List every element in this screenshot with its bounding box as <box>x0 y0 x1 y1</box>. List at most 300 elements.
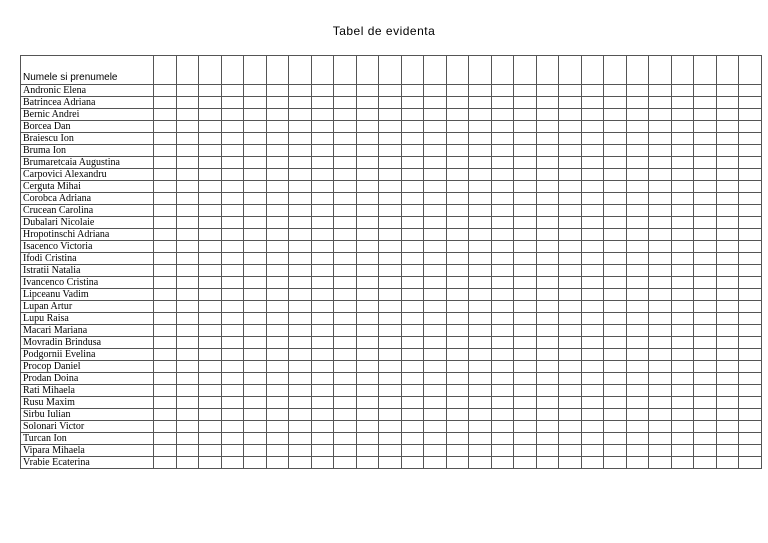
attendance-cell[interactable] <box>289 349 312 361</box>
attendance-cell[interactable] <box>356 445 379 457</box>
attendance-cell[interactable] <box>244 349 267 361</box>
attendance-cell[interactable] <box>334 241 357 253</box>
attendance-cell[interactable] <box>154 445 177 457</box>
attendance-cell[interactable] <box>199 217 222 229</box>
attendance-cell[interactable] <box>356 97 379 109</box>
attendance-cell[interactable] <box>176 385 199 397</box>
attendance-cell[interactable] <box>581 145 604 157</box>
attendance-cell[interactable] <box>559 289 582 301</box>
attendance-cell[interactable] <box>739 133 762 145</box>
attendance-cell[interactable] <box>334 205 357 217</box>
attendance-cell[interactable] <box>581 325 604 337</box>
attendance-cell[interactable] <box>289 409 312 421</box>
attendance-cell[interactable] <box>401 97 424 109</box>
attendance-cell[interactable] <box>649 241 672 253</box>
attendance-cell[interactable] <box>491 325 514 337</box>
attendance-cell[interactable] <box>694 109 717 121</box>
attendance-cell[interactable] <box>379 385 402 397</box>
attendance-cell[interactable] <box>334 97 357 109</box>
attendance-cell[interactable] <box>536 265 559 277</box>
attendance-cell[interactable] <box>446 169 469 181</box>
attendance-cell[interactable] <box>491 241 514 253</box>
attendance-cell[interactable] <box>266 289 289 301</box>
attendance-cell[interactable] <box>244 277 267 289</box>
attendance-cell[interactable] <box>739 361 762 373</box>
attendance-cell[interactable] <box>356 121 379 133</box>
attendance-cell[interactable] <box>671 97 694 109</box>
attendance-cell[interactable] <box>311 277 334 289</box>
attendance-cell[interactable] <box>626 121 649 133</box>
attendance-cell[interactable] <box>536 325 559 337</box>
attendance-cell[interactable] <box>446 457 469 469</box>
attendance-cell[interactable] <box>311 409 334 421</box>
attendance-cell[interactable] <box>581 241 604 253</box>
attendance-cell[interactable] <box>424 457 447 469</box>
attendance-cell[interactable] <box>649 337 672 349</box>
attendance-cell[interactable] <box>311 193 334 205</box>
attendance-cell[interactable] <box>379 361 402 373</box>
attendance-cell[interactable] <box>221 253 244 265</box>
attendance-cell[interactable] <box>356 205 379 217</box>
attendance-cell[interactable] <box>694 277 717 289</box>
attendance-cell[interactable] <box>626 97 649 109</box>
attendance-cell[interactable] <box>446 205 469 217</box>
attendance-cell[interactable] <box>221 421 244 433</box>
attendance-cell[interactable] <box>626 325 649 337</box>
attendance-cell[interactable] <box>266 277 289 289</box>
attendance-cell[interactable] <box>356 109 379 121</box>
attendance-cell[interactable] <box>694 97 717 109</box>
attendance-cell[interactable] <box>626 397 649 409</box>
attendance-cell[interactable] <box>649 301 672 313</box>
attendance-cell[interactable] <box>559 301 582 313</box>
attendance-cell[interactable] <box>266 169 289 181</box>
attendance-cell[interactable] <box>739 253 762 265</box>
attendance-cell[interactable] <box>176 397 199 409</box>
attendance-cell[interactable] <box>716 85 739 97</box>
attendance-cell[interactable] <box>244 205 267 217</box>
attendance-cell[interactable] <box>424 133 447 145</box>
attendance-cell[interactable] <box>626 409 649 421</box>
attendance-cell[interactable] <box>424 277 447 289</box>
attendance-cell[interactable] <box>244 241 267 253</box>
attendance-cell[interactable] <box>356 349 379 361</box>
attendance-cell[interactable] <box>334 301 357 313</box>
attendance-cell[interactable] <box>446 409 469 421</box>
attendance-cell[interactable] <box>559 217 582 229</box>
attendance-cell[interactable] <box>379 397 402 409</box>
attendance-cell[interactable] <box>221 229 244 241</box>
attendance-cell[interactable] <box>199 97 222 109</box>
attendance-cell[interactable] <box>154 301 177 313</box>
attendance-cell[interactable] <box>649 361 672 373</box>
attendance-cell[interactable] <box>244 313 267 325</box>
attendance-cell[interactable] <box>289 457 312 469</box>
attendance-cell[interactable] <box>626 373 649 385</box>
attendance-cell[interactable] <box>446 265 469 277</box>
attendance-cell[interactable] <box>176 85 199 97</box>
attendance-cell[interactable] <box>559 85 582 97</box>
attendance-cell[interactable] <box>716 205 739 217</box>
attendance-cell[interactable] <box>559 265 582 277</box>
attendance-cell[interactable] <box>199 445 222 457</box>
attendance-cell[interactable] <box>289 385 312 397</box>
attendance-cell[interactable] <box>379 133 402 145</box>
attendance-cell[interactable] <box>401 253 424 265</box>
attendance-cell[interactable] <box>154 133 177 145</box>
attendance-cell[interactable] <box>739 157 762 169</box>
attendance-cell[interactable] <box>581 265 604 277</box>
attendance-cell[interactable] <box>244 409 267 421</box>
attendance-cell[interactable] <box>649 397 672 409</box>
attendance-cell[interactable] <box>671 421 694 433</box>
attendance-cell[interactable] <box>311 85 334 97</box>
attendance-cell[interactable] <box>581 349 604 361</box>
attendance-cell[interactable] <box>604 385 627 397</box>
attendance-cell[interactable] <box>356 169 379 181</box>
attendance-cell[interactable] <box>379 145 402 157</box>
attendance-cell[interactable] <box>379 181 402 193</box>
attendance-cell[interactable] <box>266 193 289 205</box>
attendance-cell[interactable] <box>154 181 177 193</box>
attendance-cell[interactable] <box>491 289 514 301</box>
attendance-cell[interactable] <box>491 145 514 157</box>
attendance-cell[interactable] <box>424 241 447 253</box>
attendance-cell[interactable] <box>671 301 694 313</box>
attendance-cell[interactable] <box>604 265 627 277</box>
attendance-cell[interactable] <box>176 205 199 217</box>
attendance-cell[interactable] <box>536 253 559 265</box>
attendance-cell[interactable] <box>694 193 717 205</box>
attendance-cell[interactable] <box>244 301 267 313</box>
attendance-cell[interactable] <box>154 289 177 301</box>
attendance-cell[interactable] <box>694 253 717 265</box>
attendance-cell[interactable] <box>446 445 469 457</box>
attendance-cell[interactable] <box>716 229 739 241</box>
attendance-cell[interactable] <box>559 133 582 145</box>
attendance-cell[interactable] <box>604 145 627 157</box>
attendance-cell[interactable] <box>739 145 762 157</box>
attendance-cell[interactable] <box>469 193 492 205</box>
attendance-cell[interactable] <box>176 169 199 181</box>
attendance-cell[interactable] <box>491 217 514 229</box>
attendance-cell[interactable] <box>469 325 492 337</box>
attendance-cell[interactable] <box>311 445 334 457</box>
attendance-cell[interactable] <box>244 253 267 265</box>
attendance-cell[interactable] <box>716 397 739 409</box>
attendance-cell[interactable] <box>154 361 177 373</box>
attendance-cell[interactable] <box>469 85 492 97</box>
attendance-cell[interactable] <box>154 397 177 409</box>
attendance-cell[interactable] <box>694 421 717 433</box>
attendance-cell[interactable] <box>626 217 649 229</box>
attendance-cell[interactable] <box>716 433 739 445</box>
attendance-cell[interactable] <box>739 205 762 217</box>
attendance-cell[interactable] <box>244 97 267 109</box>
attendance-cell[interactable] <box>626 301 649 313</box>
attendance-cell[interactable] <box>311 289 334 301</box>
attendance-cell[interactable] <box>424 181 447 193</box>
attendance-cell[interactable] <box>334 253 357 265</box>
attendance-cell[interactable] <box>311 301 334 313</box>
attendance-cell[interactable] <box>514 241 537 253</box>
attendance-cell[interactable] <box>694 457 717 469</box>
attendance-cell[interactable] <box>289 109 312 121</box>
attendance-cell[interactable] <box>266 361 289 373</box>
attendance-cell[interactable] <box>356 373 379 385</box>
attendance-cell[interactable] <box>649 277 672 289</box>
attendance-cell[interactable] <box>514 325 537 337</box>
attendance-cell[interactable] <box>221 325 244 337</box>
attendance-cell[interactable] <box>176 157 199 169</box>
attendance-cell[interactable] <box>739 289 762 301</box>
attendance-cell[interactable] <box>671 337 694 349</box>
attendance-cell[interactable] <box>671 325 694 337</box>
attendance-cell[interactable] <box>491 121 514 133</box>
attendance-cell[interactable] <box>514 265 537 277</box>
attendance-cell[interactable] <box>649 253 672 265</box>
attendance-cell[interactable] <box>581 277 604 289</box>
attendance-cell[interactable] <box>334 313 357 325</box>
attendance-cell[interactable] <box>604 133 627 145</box>
attendance-cell[interactable] <box>604 97 627 109</box>
attendance-cell[interactable] <box>469 445 492 457</box>
attendance-cell[interactable] <box>221 205 244 217</box>
attendance-cell[interactable] <box>739 217 762 229</box>
attendance-cell[interactable] <box>649 205 672 217</box>
attendance-cell[interactable] <box>199 457 222 469</box>
attendance-cell[interactable] <box>244 325 267 337</box>
attendance-cell[interactable] <box>581 121 604 133</box>
attendance-cell[interactable] <box>491 205 514 217</box>
attendance-cell[interactable] <box>199 277 222 289</box>
attendance-cell[interactable] <box>221 85 244 97</box>
attendance-cell[interactable] <box>311 397 334 409</box>
attendance-cell[interactable] <box>266 145 289 157</box>
attendance-cell[interactable] <box>514 181 537 193</box>
attendance-cell[interactable] <box>401 109 424 121</box>
attendance-cell[interactable] <box>199 157 222 169</box>
attendance-cell[interactable] <box>694 121 717 133</box>
attendance-cell[interactable] <box>289 265 312 277</box>
attendance-cell[interactable] <box>716 241 739 253</box>
attendance-cell[interactable] <box>514 121 537 133</box>
attendance-cell[interactable] <box>671 157 694 169</box>
attendance-cell[interactable] <box>311 145 334 157</box>
attendance-cell[interactable] <box>581 289 604 301</box>
attendance-cell[interactable] <box>491 85 514 97</box>
attendance-cell[interactable] <box>379 193 402 205</box>
attendance-cell[interactable] <box>334 217 357 229</box>
attendance-cell[interactable] <box>401 85 424 97</box>
attendance-cell[interactable] <box>311 217 334 229</box>
attendance-cell[interactable] <box>154 277 177 289</box>
attendance-cell[interactable] <box>491 181 514 193</box>
attendance-cell[interactable] <box>694 373 717 385</box>
attendance-cell[interactable] <box>581 409 604 421</box>
attendance-cell[interactable] <box>514 253 537 265</box>
attendance-cell[interactable] <box>221 289 244 301</box>
attendance-cell[interactable] <box>626 241 649 253</box>
attendance-cell[interactable] <box>446 217 469 229</box>
attendance-cell[interactable] <box>536 97 559 109</box>
attendance-cell[interactable] <box>739 241 762 253</box>
attendance-cell[interactable] <box>334 409 357 421</box>
attendance-cell[interactable] <box>469 277 492 289</box>
attendance-cell[interactable] <box>446 385 469 397</box>
attendance-cell[interactable] <box>671 229 694 241</box>
attendance-cell[interactable] <box>671 265 694 277</box>
attendance-cell[interactable] <box>581 169 604 181</box>
attendance-cell[interactable] <box>491 337 514 349</box>
attendance-cell[interactable] <box>446 349 469 361</box>
attendance-cell[interactable] <box>154 145 177 157</box>
attendance-cell[interactable] <box>356 133 379 145</box>
attendance-cell[interactable] <box>671 433 694 445</box>
attendance-cell[interactable] <box>401 217 424 229</box>
attendance-cell[interactable] <box>671 361 694 373</box>
attendance-cell[interactable] <box>559 433 582 445</box>
attendance-cell[interactable] <box>716 181 739 193</box>
attendance-cell[interactable] <box>739 349 762 361</box>
attendance-cell[interactable] <box>671 349 694 361</box>
attendance-cell[interactable] <box>739 313 762 325</box>
attendance-cell[interactable] <box>199 145 222 157</box>
attendance-cell[interactable] <box>604 181 627 193</box>
attendance-cell[interactable] <box>176 313 199 325</box>
attendance-cell[interactable] <box>401 313 424 325</box>
attendance-cell[interactable] <box>469 169 492 181</box>
attendance-cell[interactable] <box>289 97 312 109</box>
attendance-cell[interactable] <box>604 337 627 349</box>
attendance-cell[interactable] <box>199 349 222 361</box>
attendance-cell[interactable] <box>514 145 537 157</box>
attendance-cell[interactable] <box>536 361 559 373</box>
attendance-cell[interactable] <box>334 397 357 409</box>
attendance-cell[interactable] <box>716 337 739 349</box>
attendance-cell[interactable] <box>536 385 559 397</box>
attendance-cell[interactable] <box>221 397 244 409</box>
attendance-cell[interactable] <box>716 349 739 361</box>
attendance-cell[interactable] <box>694 133 717 145</box>
attendance-cell[interactable] <box>356 337 379 349</box>
attendance-cell[interactable] <box>401 265 424 277</box>
attendance-cell[interactable] <box>176 229 199 241</box>
attendance-cell[interactable] <box>311 265 334 277</box>
attendance-cell[interactable] <box>154 193 177 205</box>
attendance-cell[interactable] <box>716 253 739 265</box>
attendance-cell[interactable] <box>739 373 762 385</box>
attendance-cell[interactable] <box>626 265 649 277</box>
attendance-cell[interactable] <box>244 193 267 205</box>
attendance-cell[interactable] <box>176 241 199 253</box>
attendance-cell[interactable] <box>649 217 672 229</box>
attendance-cell[interactable] <box>446 145 469 157</box>
attendance-cell[interactable] <box>356 193 379 205</box>
attendance-cell[interactable] <box>694 433 717 445</box>
attendance-cell[interactable] <box>334 181 357 193</box>
attendance-cell[interactable] <box>176 373 199 385</box>
attendance-cell[interactable] <box>356 301 379 313</box>
attendance-cell[interactable] <box>581 157 604 169</box>
attendance-cell[interactable] <box>581 193 604 205</box>
attendance-cell[interactable] <box>559 109 582 121</box>
attendance-cell[interactable] <box>604 397 627 409</box>
attendance-cell[interactable] <box>514 313 537 325</box>
attendance-cell[interactable] <box>379 229 402 241</box>
attendance-cell[interactable] <box>199 313 222 325</box>
attendance-cell[interactable] <box>176 289 199 301</box>
attendance-cell[interactable] <box>514 361 537 373</box>
attendance-cell[interactable] <box>356 313 379 325</box>
attendance-cell[interactable] <box>244 289 267 301</box>
attendance-cell[interactable] <box>154 229 177 241</box>
attendance-cell[interactable] <box>424 193 447 205</box>
attendance-cell[interactable] <box>649 445 672 457</box>
attendance-cell[interactable] <box>446 97 469 109</box>
attendance-cell[interactable] <box>716 373 739 385</box>
attendance-cell[interactable] <box>424 97 447 109</box>
attendance-cell[interactable] <box>244 85 267 97</box>
attendance-cell[interactable] <box>716 421 739 433</box>
attendance-cell[interactable] <box>491 253 514 265</box>
attendance-cell[interactable] <box>649 325 672 337</box>
attendance-cell[interactable] <box>221 121 244 133</box>
attendance-cell[interactable] <box>536 373 559 385</box>
attendance-cell[interactable] <box>671 241 694 253</box>
attendance-cell[interactable] <box>604 325 627 337</box>
attendance-cell[interactable] <box>671 85 694 97</box>
attendance-cell[interactable] <box>626 457 649 469</box>
attendance-cell[interactable] <box>176 325 199 337</box>
attendance-cell[interactable] <box>356 409 379 421</box>
attendance-cell[interactable] <box>469 121 492 133</box>
attendance-cell[interactable] <box>559 349 582 361</box>
attendance-cell[interactable] <box>716 385 739 397</box>
attendance-cell[interactable] <box>334 277 357 289</box>
attendance-cell[interactable] <box>424 85 447 97</box>
attendance-cell[interactable] <box>266 97 289 109</box>
attendance-cell[interactable] <box>469 97 492 109</box>
attendance-cell[interactable] <box>514 289 537 301</box>
attendance-cell[interactable] <box>154 337 177 349</box>
attendance-cell[interactable] <box>491 109 514 121</box>
attendance-cell[interactable] <box>356 241 379 253</box>
attendance-cell[interactable] <box>626 253 649 265</box>
attendance-cell[interactable] <box>694 409 717 421</box>
attendance-cell[interactable] <box>176 277 199 289</box>
attendance-cell[interactable] <box>739 97 762 109</box>
attendance-cell[interactable] <box>604 433 627 445</box>
attendance-cell[interactable] <box>176 361 199 373</box>
attendance-cell[interactable] <box>491 349 514 361</box>
attendance-cell[interactable] <box>266 121 289 133</box>
attendance-cell[interactable] <box>356 397 379 409</box>
attendance-cell[interactable] <box>649 433 672 445</box>
attendance-cell[interactable] <box>199 241 222 253</box>
attendance-cell[interactable] <box>379 301 402 313</box>
attendance-cell[interactable] <box>649 157 672 169</box>
attendance-cell[interactable] <box>581 373 604 385</box>
attendance-cell[interactable] <box>424 349 447 361</box>
attendance-cell[interactable] <box>604 421 627 433</box>
attendance-cell[interactable] <box>401 145 424 157</box>
attendance-cell[interactable] <box>424 265 447 277</box>
attendance-cell[interactable] <box>581 385 604 397</box>
attendance-cell[interactable] <box>311 109 334 121</box>
attendance-cell[interactable] <box>244 385 267 397</box>
attendance-cell[interactable] <box>446 313 469 325</box>
